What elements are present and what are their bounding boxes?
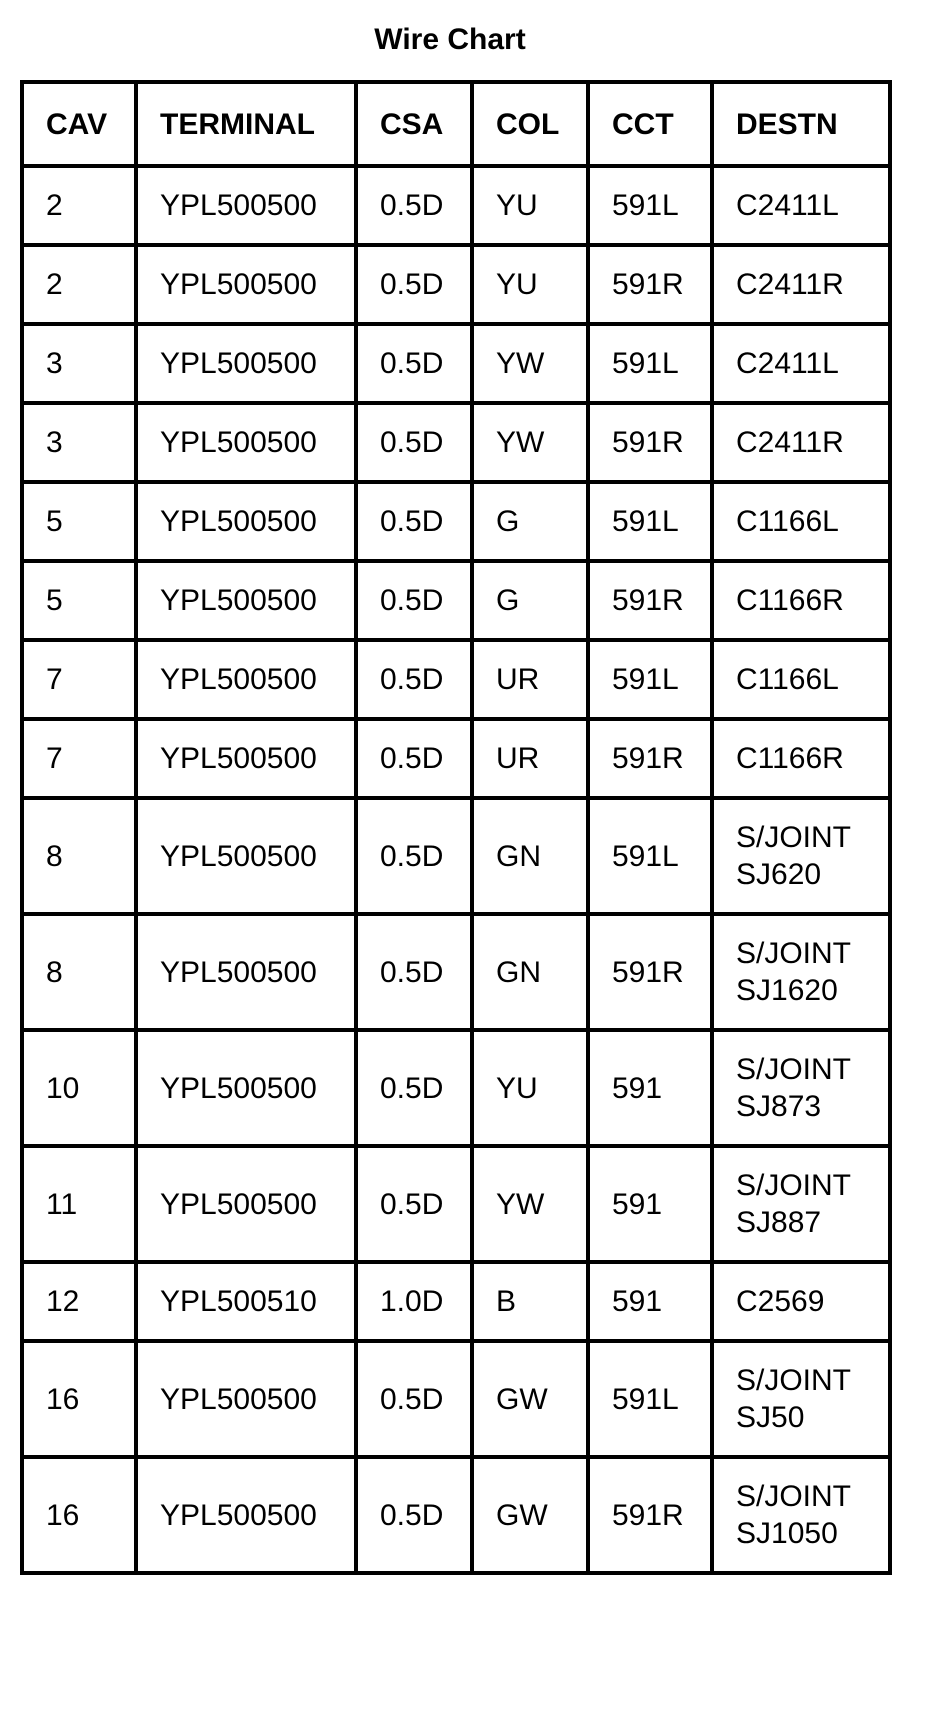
cell-col: GN <box>472 798 588 914</box>
cell-cct: 591R <box>588 403 712 482</box>
destn-line: S/JOINT <box>736 1480 852 1513</box>
destn-line: SJ887 <box>736 1206 822 1239</box>
cell-cct: 591L <box>588 798 712 914</box>
header-destn: DESTN <box>712 82 890 166</box>
table-row <box>22 1146 890 1262</box>
cell-csa: 0.5D <box>356 914 472 1030</box>
cell-cct: 591L <box>588 324 712 403</box>
cell-destn <box>712 482 890 561</box>
page-title: Wire Chart <box>374 23 526 56</box>
cell-terminal: YPL500500 <box>136 798 356 914</box>
destn-line: S/JOINT <box>736 1364 852 1397</box>
header-cav: CAV <box>22 82 136 166</box>
destn-line: C1166L <box>736 505 839 538</box>
cell-cav: 8 <box>22 798 136 914</box>
cell-cav: 8 <box>22 914 136 1030</box>
cell-terminal: YPL500500 <box>136 166 356 245</box>
cell-csa: 1.0D <box>356 1262 472 1341</box>
destn-line: C1166L <box>736 663 839 696</box>
cell-destn <box>712 561 890 640</box>
cell-cav: 5 <box>22 561 136 640</box>
table-row <box>22 914 890 1030</box>
header-csa: CSA <box>356 82 472 166</box>
cell-cav: 7 <box>22 719 136 798</box>
cell-terminal: YPL500500 <box>136 482 356 561</box>
cell-col: B <box>472 1262 588 1341</box>
cell-cav: 16 <box>22 1457 136 1573</box>
table-row <box>22 324 890 403</box>
cell-cct: 591L <box>588 640 712 719</box>
table-body <box>22 166 890 1573</box>
destn-line: SJ1620 <box>736 974 838 1007</box>
cell-cct: 591L <box>588 1341 712 1457</box>
cell-cav: 2 <box>22 166 136 245</box>
header-col: COL <box>472 82 588 166</box>
cell-terminal: YPL500500 <box>136 1457 356 1573</box>
cell-col: GW <box>472 1341 588 1457</box>
cell-csa: 0.5D <box>356 403 472 482</box>
cell-col: YU <box>472 1030 588 1146</box>
cell-terminal: YPL500500 <box>136 561 356 640</box>
table-row <box>22 1341 890 1457</box>
destn-line: S/JOINT <box>736 821 852 854</box>
table-row <box>22 561 890 640</box>
destn-line: SJ620 <box>736 858 822 891</box>
cell-destn <box>712 245 890 324</box>
cell-csa: 0.5D <box>356 719 472 798</box>
cell-csa: 0.5D <box>356 561 472 640</box>
cell-col: G <box>472 561 588 640</box>
cell-cav: 11 <box>22 1146 136 1262</box>
table-row <box>22 798 890 914</box>
cell-col: UR <box>472 640 588 719</box>
cell-terminal: YPL500500 <box>136 914 356 1030</box>
cell-cct: 591 <box>588 1030 712 1146</box>
cell-cav: 3 <box>22 324 136 403</box>
header-terminal: TERMINAL <box>136 82 356 166</box>
cell-cct: 591R <box>588 245 712 324</box>
cell-cav: 3 <box>22 403 136 482</box>
cell-cct: 591 <box>588 1146 712 1262</box>
destn-line: C1166R <box>736 742 844 775</box>
table-row <box>22 403 890 482</box>
cell-cct: 591R <box>588 1457 712 1573</box>
cell-csa: 0.5D <box>356 1341 472 1457</box>
table-row <box>22 1030 890 1146</box>
cell-cav: 10 <box>22 1030 136 1146</box>
header-row <box>22 82 890 166</box>
cell-col: UR <box>472 719 588 798</box>
cell-cav: 7 <box>22 640 136 719</box>
cell-cct: 591R <box>588 719 712 798</box>
destn-line: S/JOINT <box>736 1169 852 1202</box>
cell-cct: 591R <box>588 561 712 640</box>
cell-csa: 0.5D <box>356 640 472 719</box>
table-row <box>22 640 890 719</box>
destn-line: SJ50 <box>736 1401 805 1434</box>
cell-destn <box>712 324 890 403</box>
destn-line: C2411L <box>736 347 839 380</box>
cell-destn <box>712 798 890 914</box>
cell-terminal: YPL500500 <box>136 245 356 324</box>
destn-line: C1166R <box>736 584 844 617</box>
destn-line: SJ1050 <box>736 1517 838 1550</box>
cell-destn <box>712 1262 890 1341</box>
cell-col: YU <box>472 166 588 245</box>
cell-col: YW <box>472 324 588 403</box>
table-row <box>22 245 890 324</box>
cell-cct: 591L <box>588 482 712 561</box>
cell-col: YW <box>472 403 588 482</box>
destn-line: SJ873 <box>736 1090 822 1123</box>
cell-destn <box>712 1030 890 1146</box>
destn-line: C2411R <box>736 426 844 459</box>
cell-destn <box>712 1341 890 1457</box>
cell-destn <box>712 719 890 798</box>
cell-col: YW <box>472 1146 588 1262</box>
cell-terminal: YPL500500 <box>136 324 356 403</box>
cell-destn <box>712 640 890 719</box>
cell-cct: 591R <box>588 914 712 1030</box>
destn-line: C2411R <box>736 268 844 301</box>
cell-cct: 591L <box>588 166 712 245</box>
cell-csa: 0.5D <box>356 482 472 561</box>
cell-cav: 2 <box>22 245 136 324</box>
cell-col: GN <box>472 914 588 1030</box>
table-row <box>22 482 890 561</box>
table-row <box>22 1457 890 1573</box>
wire-chart-table <box>20 80 892 1575</box>
table-row <box>22 166 890 245</box>
destn-line: S/JOINT <box>736 1053 852 1086</box>
cell-cav: 5 <box>22 482 136 561</box>
cell-terminal: YPL500500 <box>136 719 356 798</box>
cell-csa: 0.5D <box>356 1030 472 1146</box>
cell-col: YU <box>472 245 588 324</box>
cell-terminal: YPL500500 <box>136 1030 356 1146</box>
cell-col: G <box>472 482 588 561</box>
cell-terminal: YPL500500 <box>136 640 356 719</box>
destn-line: C2569 <box>736 1285 825 1318</box>
cell-csa: 0.5D <box>356 324 472 403</box>
cell-terminal: YPL500500 <box>136 1341 356 1457</box>
cell-destn <box>712 1457 890 1573</box>
cell-cct: 591 <box>588 1262 712 1341</box>
cell-destn <box>712 166 890 245</box>
cell-cav: 12 <box>22 1262 136 1341</box>
cell-terminal: YPL500500 <box>136 1146 356 1262</box>
table-row <box>22 719 890 798</box>
cell-col: GW <box>472 1457 588 1573</box>
cell-terminal: YPL500510 <box>136 1262 356 1341</box>
cell-csa: 0.5D <box>356 1146 472 1262</box>
cell-csa: 0.5D <box>356 798 472 914</box>
cell-cav: 16 <box>22 1341 136 1457</box>
cell-destn <box>712 914 890 1030</box>
cell-csa: 0.5D <box>356 166 472 245</box>
table-header <box>22 82 890 166</box>
cell-terminal: YPL500500 <box>136 403 356 482</box>
cell-csa: 0.5D <box>356 1457 472 1573</box>
destn-line: C2411L <box>736 189 839 222</box>
cell-destn <box>712 403 890 482</box>
table-row <box>22 1262 890 1341</box>
cell-csa: 0.5D <box>356 245 472 324</box>
destn-line: S/JOINT <box>736 937 852 970</box>
cell-destn <box>712 1146 890 1262</box>
header-cct: CCT <box>588 82 712 166</box>
